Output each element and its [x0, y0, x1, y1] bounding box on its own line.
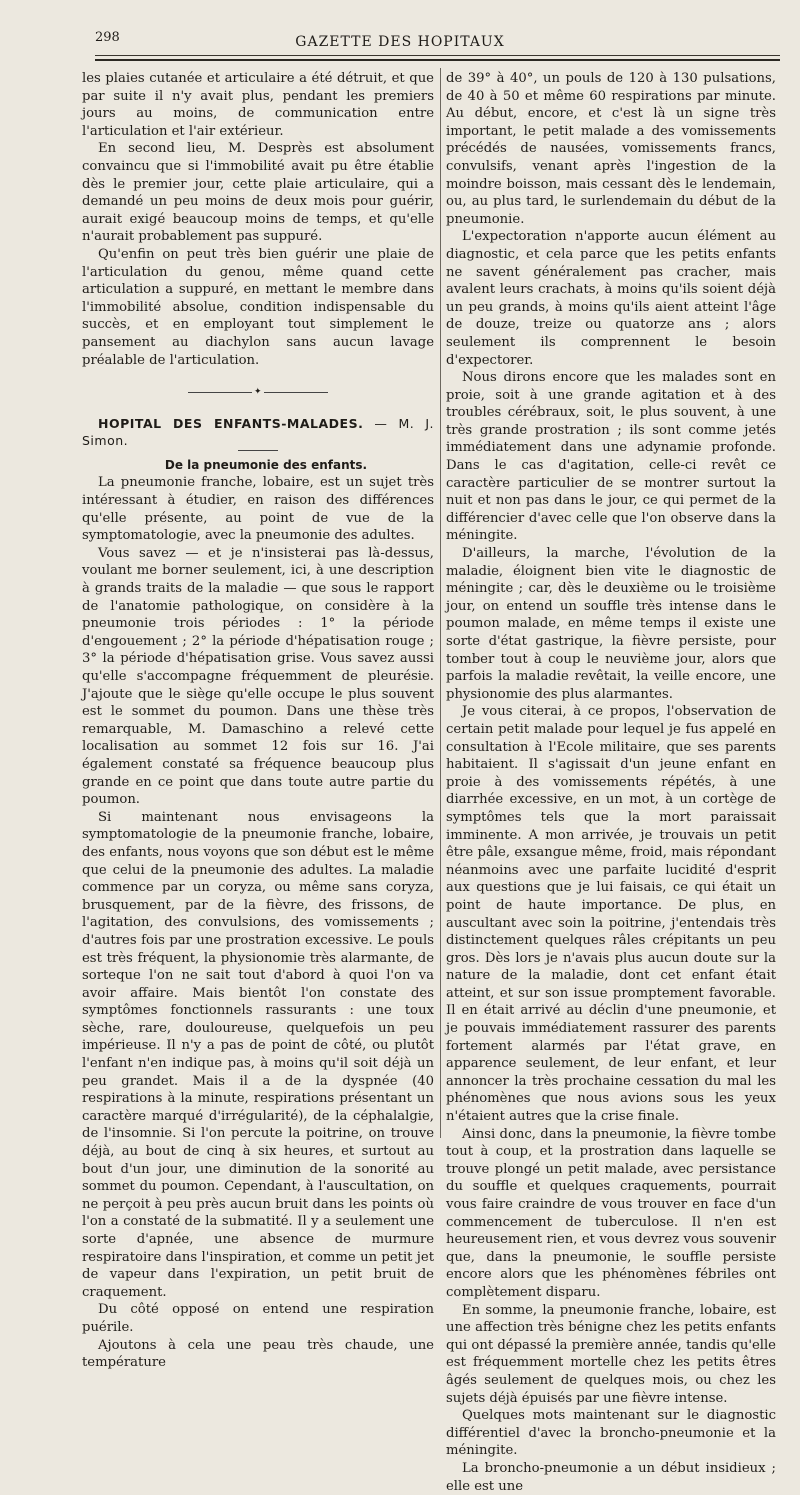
column-divider	[440, 68, 441, 1138]
paragraph: Vous savez — et je n'insisterai pas là-dessus, voulant me borner seulement, ici, à une description à grands traits de la maladie — que sous le rapport de l'anatomie pathologique, on considère à la pneumonie trois périodes : 1° la période d'engouement ; 2° la période d'hépatisation rouge ; 3° la période d'hépatisation grise. Vous savez aussi qu'elle s'accompagne fréquemment de pleurésie. J'ajoute que le siège qu'elle occupe le plus souvent est le sommet du poumon. Dans une thèse très remarquable, M. Damaschino a relevé cette localisation au sommet 12 fois sur 16. J'ai également constaté sa fréquence beaucoup plus grande en ce point que dans toute autre partie du poumon.	[82, 545, 434, 808]
paragraph: Quelques mots maintenant sur le diagnostic différentiel d'avec la broncho-pneumonie et la méningite.	[446, 1408, 776, 1459]
journal-title: GAZETTE DES HOPITAUX	[295, 34, 505, 50]
paragraph: En somme, la pneumonie franche, lobaire, est une affection très bénigne chez les petits enfants qui ont dépassé la première année, tandis qu'elle est fréquemment mortelle chez les petits êtres âgés seulement de quelques mois, ou chez les sujets déjà épuisés par une fièvre intense.	[446, 1302, 776, 1406]
paragraph: Ainsi donc, dans la pneumonie, la fièvre tombe tout à coup, et la prostration dans laquelle se trouve plongé un petit malade, avec persistance du souffle et quelques craquements, pourrait vous faire craindre de vous trouver en face d'un commencement de tuberculose. Il n'en est heureusement rien, et vous devrez vous souvenir que, dans la pneumonie, le souffle persiste encore alors que les phénomènes fébriles ont complètement disparu.	[446, 1126, 776, 1300]
paragraph: D'ailleurs, la marche, l'évolution de la maladie, éloignent bien vite le diagnostic de méningite ; car, dès le deuxième ou le troisième jour, on entend un souffle très intense dans le poumon malade, en même temps il existe une sorte d'état gastrique, la fièvre persiste, pour tomber tout à coup le neuvième jour, alors que parfois la maladie revêtait, la veille encore, une physionomie des plus alarmantes.	[446, 546, 776, 702]
paragraph: Du côté opposé on entend une respiration puérile.	[82, 1302, 434, 1335]
short-rule	[238, 450, 278, 451]
section-separator	[82, 381, 434, 399]
paragraph: L'expectoration n'apporte aucun élément au diagnostic, et cela parce que les petits enfants ne savent généralement pas cracher, mais avalent leurs crachats, à moins qu'ils soient déjà un peu grands, à moins qu'ils aient atteint l'âge de douze, treize ou quatorze ans ; alors seulement ils comprennent le besoin d'expectorer.	[446, 229, 776, 368]
paragraph: La broncho-pneumonie a un début insidieux ; elle est une	[446, 1460, 776, 1494]
right-column	[446, 70, 776, 1495]
paragraph: La pneumonie franche, lobaire, est un sujet très intéressant à étudier, en raison des différences qu'elle présente, au point de vue de la symptomatologie, avec la pneumonie des adultes.	[82, 475, 434, 544]
header-rule-thick	[95, 59, 780, 61]
paragraph: En second lieu, M. Desprès est absolument convaincu que si l'immobilité avait pu être établie dès le premier jour, cette plaie articulaire, qui a demandé un peu moins de deux mois pour guérir, aurait exigé beaucoup moins de temps, et qu'elle n'aurait probablement pas suppuré.	[82, 141, 434, 245]
section-hospital: HOPITAL DES ENFANTS-MALADES.	[98, 415, 364, 431]
page-number: 298	[95, 30, 120, 45]
paragraph: Si maintenant nous envisageons la symptomatologie de la pneumonie franche, lobaire, des enfants, nous voyons que son début est le même que celui de la pneumonie des adultes. La maladie commence par un coryza, ou même sans coryza, brusquement, par de la fièvre, des frissons, de l'agitation, des convulsions, des vomissements ; d'autres fois par une prostration excessive. Le pouls est très fréquent, la physionomie très alarmante, de sorteque l'on ne sait tout d'abord à quoi l'on va avoir affaire. Mais bientôt l'on constate des symptômes fonctionnels rassurants : une toux sèche, rare, douloureuse, quelquefois un peu impérieuse. Il n'y a pas de point de côté, ou plutôt l'enfant n'en indique pas, à moins qu'il soit déjà un peu grandet. Mais il a de la dyspnée (40 respirations à la minute, respirations présentant un caractère marqué d'irrégularité), de la céphalalgie, de l'insomnie. Si l'on percute la poitrine, on trouve déjà, au bout de cinq à six heures, et surtout au bout d'un jour, une diminution de la sonorité au sommet du poumon. Cependant, à l'auscultation, on ne perçoit à peu près aucun bruit dans les points où l'on a constaté de la submatité. Il y a seulement une sorte d'apnée, une absence de murmure respiratoire dans l'inspiration, et comme un petit jet de vapeur dans l'expiration, un petit bruit de craquement.	[82, 809, 434, 1300]
left-column	[82, 70, 434, 1372]
header-rule	[95, 55, 780, 56]
page-header	[0, 0, 800, 60]
paragraph: Qu'enfin on peut très bien guérir une plaie de l'articulation du genou, même quand cette articulation a suppuré, en mettant le membre dans l'immobilité absolue, condition indispensable du succès, et en employant tout simplement le pansement au diachylon sans aucun lavage préalable de l'articulation.	[82, 246, 434, 368]
section-author: — M. J. Simon.	[82, 415, 435, 449]
paragraph: Je vous citerai, à ce propos, l'observation de certain petit malade pour lequel je fus appelé en consultation à l'Ecole militaire, que ses parents habitaient. Il s'agissait d'un jeune enfant en proie à des vomissements répétés, à une diarrhée excessive, en un mot, à un cortège de symptômes tels que la mort paraissait imminente. A mon arrivée, je trouvais un petit être pâle, exsangue même, froid, mais répondant néanmoins avec une parfaite lucidité d'esprit aux questions que je lui faisais, ce qui était un point de haute importance. De plus, en auscultant avec soin la poitrine, j'entendais très distinctement quelques râles crépitants un peu gros. Dès lors je n'avais plus aucun doute sur la nature de la maladie, dont cet enfant était atteint, et sur son issue promptement favorable. Il en était arrivé au déclin d'une pneumonie, et je pouvais immédiatement rassurer des parents fortement alarmés par l'état grave, en apparence seulement, de leur enfant, et leur annoncer la très prochaine cessation du mal les phénomènes que nous avions sous les yeux n'étaient autres que la crise finale.	[446, 704, 776, 1125]
paragraph: Ajoutons à cela une peau très chaude, une température	[82, 1337, 434, 1371]
section-title	[82, 415, 434, 450]
paragraph: Nous dirons encore que les malades sont en proie, soit à une grande agitation et à des troubles cérébraux, soit, le plus souvent, à une très grande prostration ; ils sont comme jetés immédiatement dans une adynamie profonde. Dans le cas d'agitation, celle-ci revêt ce caractère particulier de se montrer surtout la nuit et non pas dans le jour, ce qui permet de la différencier d'avec celle que l'on observe dans la méningite.	[446, 370, 776, 544]
paragraph: les plaies cutanée et articulaire a été détruit, et que par suite il n'y avait plus, pendant les premiers jours au moins, de communication entre l'articulation et l'air extérieur.	[82, 71, 434, 139]
article-subtitle: De la pneumonie des enfants.	[164, 457, 368, 472]
paragraph: de 39° à 40°, un pouls de 120 à 130 pulsations, de 40 à 50 et même 60 respirations par minute. Au début, encore, et c'est là un signe très important, le petit malade a des vomissements précédés de nausées, vomissements francs, convulsifs, venant après l'ingestion de la moindre boisson, mais cessant dès le lendemain, ou, au plus tard, le surlendemain du début de la pneumonie.	[446, 71, 776, 227]
